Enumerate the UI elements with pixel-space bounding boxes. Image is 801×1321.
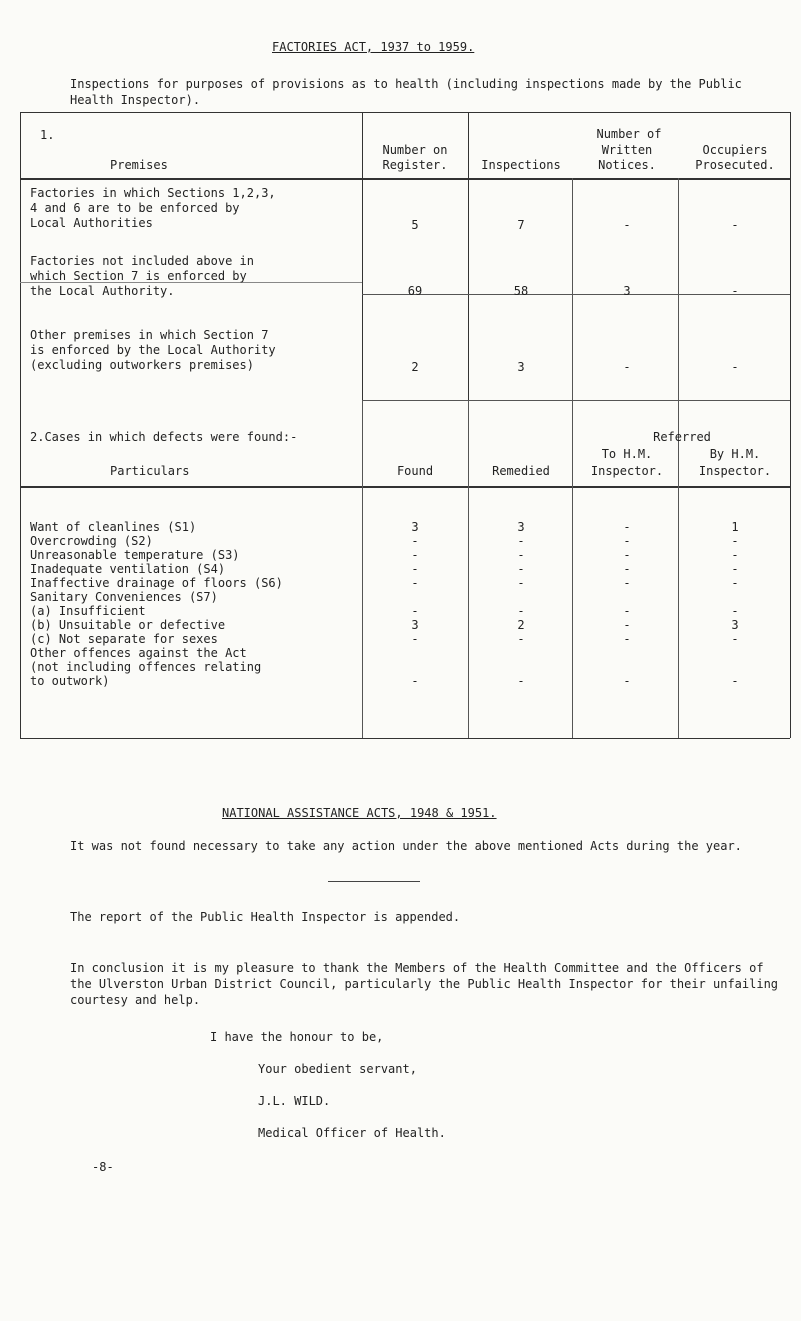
- table2-row-to-hm: -: [623, 520, 631, 534]
- table2-row-found: -: [411, 576, 419, 590]
- page-heading: FACTORIES ACT, 1937 to 1959.: [272, 40, 475, 54]
- table2-row-found: -: [411, 632, 419, 646]
- col-number-of: Number of: [596, 127, 662, 141]
- col-premises: Premises: [110, 158, 168, 172]
- col-to-hm-2: Inspector.: [590, 464, 664, 478]
- table2-row-remedied: 3: [517, 520, 525, 534]
- table2-row-to-hm: -: [623, 534, 631, 548]
- table1-row2-premises-1: Factories not included above in: [30, 254, 254, 268]
- table2-row-found: -: [411, 548, 419, 562]
- table2-row-label: Unreasonable temperature (S3): [30, 548, 240, 562]
- table2-row-remedied: -: [517, 534, 525, 548]
- table1-number: 1.: [40, 128, 55, 142]
- table2-row-label: Overcrowding (S2): [30, 534, 153, 548]
- table2-row-found: -: [411, 534, 419, 548]
- table1-row2-register: 69: [407, 284, 423, 298]
- table2-row-to-hm: -: [623, 576, 631, 590]
- col-register-1: Number on: [382, 143, 448, 157]
- table2-title: 2.Cases in which defects were found:-: [30, 430, 298, 444]
- table2-row-remedied: -: [517, 576, 525, 590]
- table2-row-to-hm: -: [623, 632, 631, 646]
- col-by-hm-1: By H.M.: [709, 447, 761, 461]
- national-text: It was not found necessary to take any action under the above mentioned Acts during the year.: [70, 839, 742, 853]
- table2-row-found: -: [411, 562, 419, 576]
- table2-row-label: Inaffective drainage of floors (S6): [30, 576, 283, 590]
- col-occupiers-1: Occupiers: [702, 143, 768, 157]
- table2-row-label: (not including offences relating: [30, 660, 262, 674]
- table2-row-label: (c) Not separate for sexes: [30, 632, 218, 646]
- table2-row-by-hm: -: [731, 604, 739, 618]
- national-heading: NATIONAL ASSISTANCE ACTS, 1948 & 1951.: [222, 806, 497, 820]
- conclusion-text: In conclusion it is my pleasure to thank the Members of the Health Committee and the Officers of the Ulverston Urban District Council, particularly the Public Health Inspector for their unfailing courtesy and help.: [70, 961, 779, 1007]
- col-to-hm-1: To H.M.: [601, 447, 653, 461]
- table1-row1-premises-3: Local Authorities: [30, 216, 153, 230]
- divider: [328, 881, 420, 882]
- table1-row2-inspections: 58: [513, 284, 529, 298]
- table2-row-by-hm: -: [731, 632, 739, 646]
- table1-row1-register: 5: [411, 218, 419, 232]
- table2-row-to-hm: -: [623, 562, 631, 576]
- col-by-hm-2: Inspector.: [698, 464, 772, 478]
- table2-row-remedied: -: [517, 632, 525, 646]
- table1-row3-register: 2: [411, 360, 419, 374]
- table2-row-remedied: -: [517, 562, 525, 576]
- table1-row2-premises-2: which Section 7 is enforced by: [30, 269, 247, 283]
- table2-row-by-hm: -: [731, 548, 739, 562]
- col-remedied: Remedied: [492, 464, 550, 478]
- table2-row-by-hm: 3: [731, 618, 739, 632]
- signoff-honour: I have the honour to be,: [210, 1030, 384, 1044]
- table2-row-label: (a) Insufficient: [30, 604, 146, 618]
- table2-row-label: Sanitary Conveniences (S7): [30, 590, 218, 604]
- table1-row3-premises-1: Other premises in which Section 7: [30, 328, 269, 342]
- table1-row2-prosecuted: -: [731, 284, 739, 298]
- table2-row-remedied: -: [517, 548, 525, 562]
- table1-row1-premises-2: 4 and 6 are to be enforced by: [30, 201, 240, 215]
- table2-row-label: Want of cleanlines (S1): [30, 520, 197, 534]
- table2-row-by-hm: -: [731, 576, 739, 590]
- signoff-servant: Your obedient servant,: [258, 1062, 417, 1076]
- table2-row-found: 3: [411, 618, 419, 632]
- intro-text: Inspections for purposes of provisions as to health (including inspections made by the Public Health Inspector).: [70, 77, 742, 107]
- table1-row1-inspections: 7: [517, 218, 525, 232]
- table2-row-remedied: 2: [517, 618, 525, 632]
- table1-row3-notices: -: [623, 360, 631, 374]
- col-written-1: Written: [601, 143, 653, 157]
- table1-row1-prosecuted: -: [731, 218, 739, 232]
- appended-text: The report of the Public Health Inspector is appended.: [70, 910, 461, 924]
- table2-row-found: 3: [411, 520, 419, 534]
- col-inspections: Inspections: [481, 158, 561, 172]
- col-found: Found: [396, 464, 434, 478]
- table2-row-to-hm: -: [623, 674, 631, 688]
- table2-row-label: Other offences against the Act: [30, 646, 247, 660]
- table2-row-to-hm: -: [623, 604, 631, 618]
- table1-row1-notices: -: [623, 218, 631, 232]
- table1-row1-premises-1: Factories in which Sections 1,2,3,: [30, 186, 276, 200]
- table1-row3-prosecuted: -: [731, 360, 739, 374]
- table2-row-found: -: [411, 674, 419, 688]
- col-particulars: Particulars: [110, 464, 190, 478]
- col-written-2: Notices.: [598, 158, 656, 172]
- table1-row3-premises-2: is enforced by the Local Authority: [30, 343, 276, 357]
- table2-row-found: -: [411, 604, 419, 618]
- table1-row2-notices: 3: [623, 284, 631, 298]
- table2-row-by-hm: -: [731, 562, 739, 576]
- table2-row-by-hm: -: [731, 534, 739, 548]
- table2-row-label: to outwork): [30, 674, 110, 688]
- table2-row-remedied: -: [517, 604, 525, 618]
- table2-row-remedied: -: [517, 674, 525, 688]
- table2-row-by-hm: 1: [731, 520, 739, 534]
- table2-row-by-hm: -: [731, 674, 739, 688]
- col-register-2: Register.: [382, 158, 448, 172]
- table1-row2-premises-3: the Local Authority.: [30, 284, 175, 298]
- page-number: -8-: [92, 1160, 114, 1174]
- table2-row-label: Inadequate ventilation (S4): [30, 562, 226, 576]
- table2-row-to-hm: -: [623, 548, 631, 562]
- col-occupiers-2: Prosecuted.: [695, 158, 775, 172]
- signoff-title: Medical Officer of Health.: [258, 1126, 446, 1140]
- table1-row3-premises-3: (excluding outworkers premises): [30, 358, 254, 372]
- table2-row-label: (b) Unsuitable or defective: [30, 618, 226, 632]
- table1-row3-inspections: 3: [517, 360, 525, 374]
- col-referred: Referred: [653, 430, 711, 444]
- signoff-name: J.L. WILD.: [258, 1094, 331, 1108]
- table2-row-to-hm: -: [623, 618, 631, 632]
